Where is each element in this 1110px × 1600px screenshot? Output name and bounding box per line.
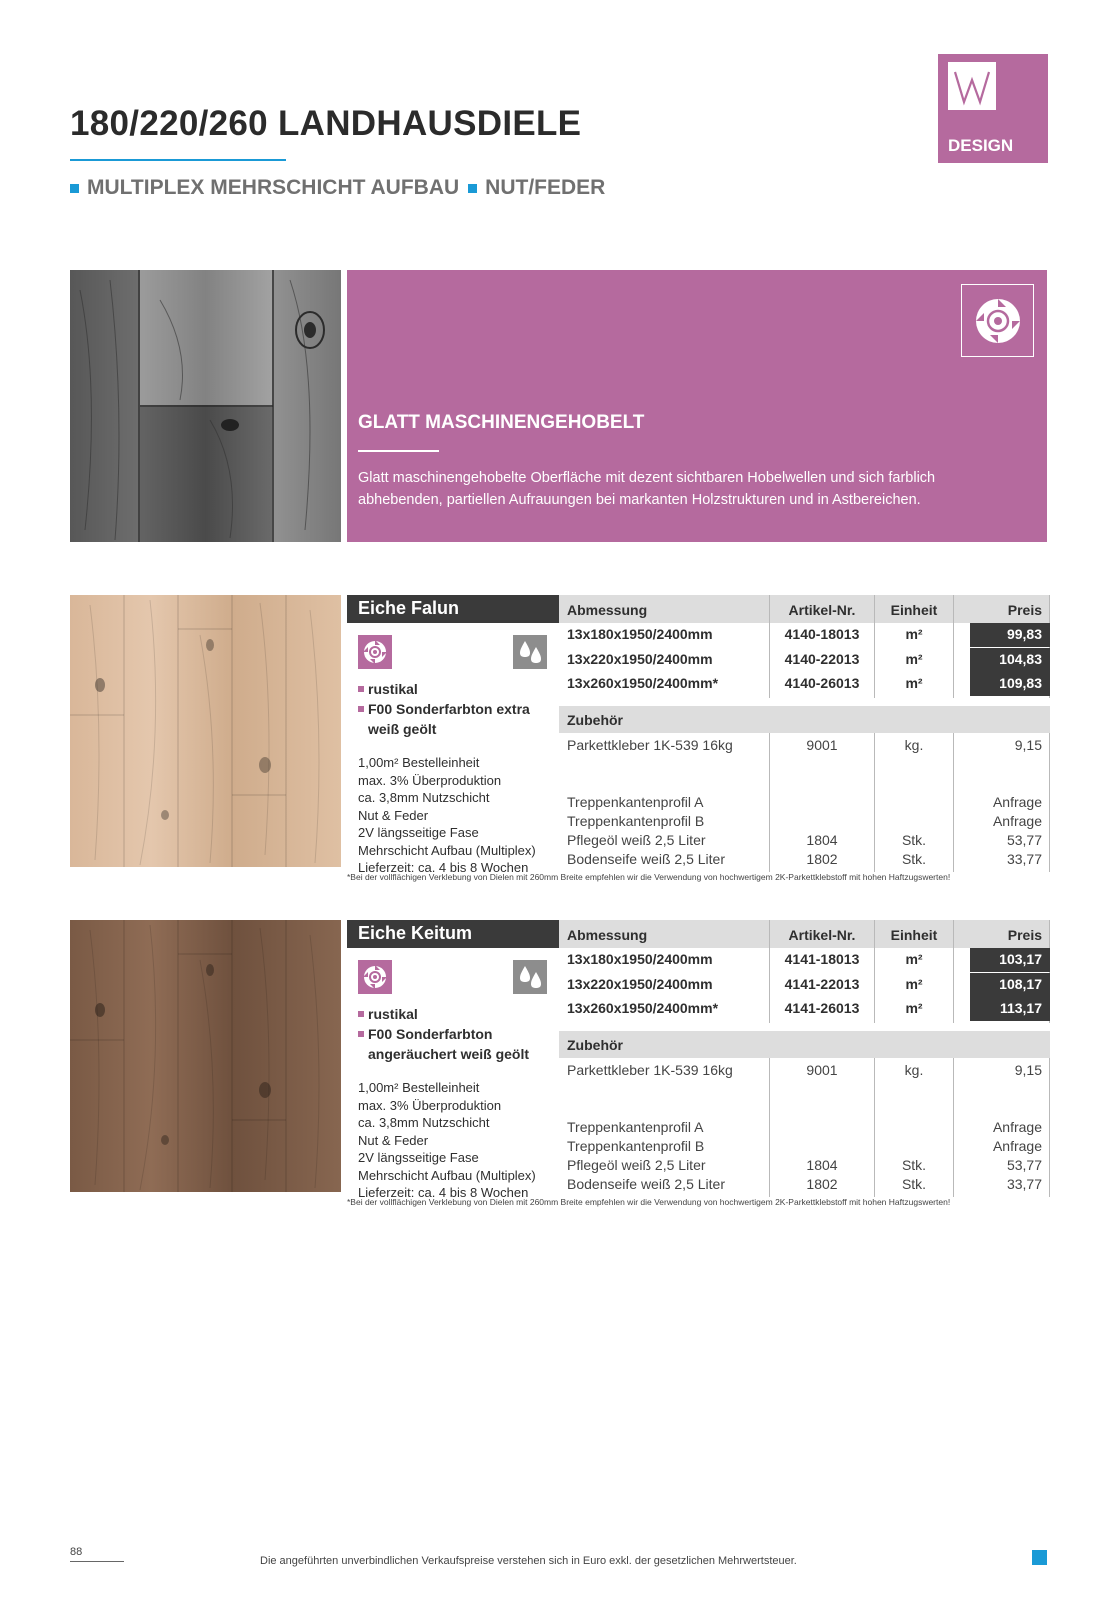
bullet-square-icon: [358, 1031, 364, 1037]
spec-line: max. 3% Überproduktion: [358, 772, 502, 788]
column-divider: [953, 595, 954, 698]
accessory-price: 53,77: [1006, 1157, 1042, 1173]
row-price: 109,83: [970, 672, 1050, 696]
color-label: F00 Sonderfarbton extra: [368, 701, 530, 717]
accessory-price: Anfrage: [992, 1119, 1042, 1135]
row-unit: m²: [905, 651, 923, 667]
accessory-article: 1802: [806, 1176, 838, 1192]
col-header-article: Artikel-Nr.: [770, 920, 874, 948]
spec-line: Mehrschicht Aufbau (Multiplex): [358, 842, 536, 858]
grey-wood-image: [70, 270, 341, 542]
accessory-price: 33,77: [1006, 1176, 1042, 1192]
wood-sample-image: [70, 595, 341, 867]
product-eiche-keitum: [70, 920, 1050, 1220]
adhesive-footnote: *Bei der vollflächigen Verklebung von Dielen mit 260mm Breite empfehlen wir die Verwendung von hochwertigem 2K-Parkettklebstoff mit hohen Haftzugswerten!: [347, 1197, 951, 1207]
row-dimension: 13x180x1950/2400mm: [567, 951, 713, 967]
surface-info-panel: [347, 270, 1047, 542]
col-header-unit: Einheit: [875, 595, 953, 623]
spec-line: max. 3% Überproduktion: [358, 1097, 502, 1113]
price-note: Die angeführten unverbindlichen Verkaufspreise verstehen sich in Euro exkl. der gesetzlichen Mehrwertsteuer.: [260, 1555, 797, 1567]
spec-line: 2V längsseitige Fase: [358, 1150, 479, 1165]
row-price: 99,83: [970, 623, 1050, 647]
accessory-price: Anfrage: [992, 794, 1042, 810]
bullet-square-icon: [358, 706, 364, 712]
page-title: 180/220/260 LANDHAUSDIELE: [70, 104, 582, 143]
planer-blade-icon: [358, 635, 392, 669]
spec-list: [358, 754, 536, 877]
spec-line: ca. 3,8mm Nutzschicht: [358, 1115, 490, 1130]
accessory-name: Pflegeöl weiß 2,5 Liter: [567, 832, 706, 848]
feature-bullet: [358, 1024, 529, 1064]
accessory-article: 1804: [806, 1157, 838, 1173]
accessory-name: Treppenkantenprofil B: [567, 1138, 705, 1154]
col-header-price: Preis: [954, 920, 1050, 948]
row-article: 4140-26013: [784, 675, 860, 691]
accessories-header: [559, 1031, 1050, 1058]
spec-line: Lieferzeit: ca. 4 bis 8 Wochen: [358, 860, 529, 875]
surface-title-underline: [358, 450, 439, 452]
accessory-name: Pflegeöl weiß 2,5 Liter: [567, 1157, 706, 1173]
color-label-cont: weiß geölt: [368, 721, 437, 737]
row-price: 103,17: [970, 948, 1050, 972]
spec-line: 1,00m² Bestelleinheit: [358, 755, 480, 770]
row-dimension: 13x180x1950/2400mm: [567, 626, 713, 642]
accessory-article: 1804: [806, 832, 838, 848]
accessory-unit: kg.: [904, 1062, 924, 1078]
grade-label: rustikal: [368, 681, 418, 697]
page-number-rule: [70, 1561, 124, 1562]
row-unit: m²: [905, 675, 923, 691]
bullet-square-icon: [358, 1011, 364, 1017]
accessory-price: Anfrage: [992, 1138, 1042, 1154]
subtitle-construction: MULTIPLEX MEHRSCHICHT AUFBAU: [87, 176, 460, 199]
product-name: Eiche Falun: [347, 595, 559, 623]
planer-blade-icon: [358, 960, 392, 994]
accessory-name: Treppenkantenprofil A: [567, 1119, 704, 1135]
accessory-name: Bodenseife weiß 2,5 Liter: [567, 851, 725, 867]
accessories-header: [559, 706, 1050, 733]
row-price: 113,17: [970, 997, 1050, 1021]
col-header-dimension: Abmessung: [559, 595, 769, 623]
spec-line: 1,00m² Bestelleinheit: [358, 1080, 480, 1095]
spec-list: [358, 1079, 536, 1202]
col-header-dimension: Abmessung: [559, 920, 769, 948]
accessory-price: 9,15: [1014, 737, 1042, 753]
spec-line: 2V längsseitige Fase: [358, 825, 479, 840]
planer-blade-icon: [961, 284, 1034, 357]
spec-line: ca. 3,8mm Nutzschicht: [358, 790, 490, 805]
design-logo: [938, 54, 1048, 163]
row-unit: m²: [905, 626, 923, 642]
row-price: 104,83: [970, 648, 1050, 672]
design-label: DESIGN: [948, 136, 1014, 155]
feature-bullet: [358, 699, 530, 739]
bullet-square-icon: [358, 686, 364, 692]
spec-line: Lieferzeit: ca. 4 bis 8 Wochen: [358, 1185, 529, 1200]
row-dimension: 13x260x1950/2400mm*: [567, 1000, 719, 1016]
adhesive-footnote: *Bei der vollflächigen Verklebung von Dielen mit 260mm Breite empfehlen wir die Verwendung von hochwertigem 2K-Parkettklebstoff mit hohen Haftzugswerten!: [347, 872, 951, 882]
page-number: 88: [70, 1546, 83, 1558]
column-divider: [953, 920, 954, 1023]
w-logo-icon: [948, 62, 996, 110]
product-eiche-falun: [70, 595, 1050, 895]
accessory-unit: Stk.: [901, 832, 927, 848]
color-label-cont: angeräuchert weiß geölt: [368, 1046, 530, 1062]
accessory-name: Parkettkleber 1K-539 16kg: [567, 737, 733, 753]
bullet-square-icon: [468, 184, 477, 193]
row-article: 4141-18013: [784, 951, 860, 967]
row-article: 4140-18013: [784, 626, 860, 642]
oil-drops-icon: [513, 635, 547, 669]
accessory-price: 53,77: [1006, 832, 1042, 848]
footer-square-icon: [1032, 1550, 1047, 1565]
accessory-name: Bodenseife weiß 2,5 Liter: [567, 1176, 725, 1192]
accessories-label: Zubehör: [567, 1037, 623, 1053]
col-header-price: Preis: [954, 595, 1050, 623]
col-header-unit: Einheit: [875, 920, 953, 948]
accessory-price: 33,77: [1006, 851, 1042, 867]
row-unit: m²: [905, 976, 923, 992]
surface-title: GLATT MASCHINENGEHOBELT: [358, 412, 645, 433]
accessory-price: Anfrage: [992, 813, 1042, 829]
title-underline: [70, 159, 286, 161]
accessory-unit: kg.: [904, 737, 924, 753]
accessory-price: 9,15: [1014, 1062, 1042, 1078]
row-article: 4141-26013: [784, 1000, 860, 1016]
spec-line: Nut & Feder: [358, 1132, 429, 1148]
spec-line: Mehrschicht Aufbau (Multiplex): [358, 1167, 536, 1183]
product-name: Eiche Keitum: [347, 920, 559, 948]
col-header-article: Artikel-Nr.: [770, 595, 874, 623]
accessory-article: 9001: [806, 737, 838, 753]
row-dimension: 13x220x1950/2400mm: [567, 976, 713, 992]
row-dimension: 13x260x1950/2400mm*: [567, 675, 719, 691]
grade-label: rustikal: [368, 1006, 418, 1022]
row-unit: m²: [905, 1000, 923, 1016]
accessory-name: Treppenkantenprofil B: [567, 813, 705, 829]
row-article: 4141-22013: [784, 976, 860, 992]
accessory-unit: Stk.: [901, 1157, 927, 1173]
spec-line: Nut & Feder: [358, 807, 429, 823]
oil-drops-icon: [513, 960, 547, 994]
surface-description: Glatt maschinengehobelte Oberfläche mit dezent sichtbaren Hobelwellen und sich farblich abhebenden, partiellen Aufrauungen bei markanten Holzstrukturen und in Astbereichen.: [358, 470, 936, 508]
row-dimension: 13x220x1950/2400mm: [567, 651, 713, 667]
accessory-article: 1802: [806, 851, 838, 867]
accessory-unit: Stk.: [901, 1176, 927, 1192]
feature-bullet: [358, 679, 418, 699]
row-article: 4140-22013: [784, 651, 860, 667]
wood-sample-image: [70, 920, 341, 1192]
accessories-label: Zubehör: [567, 712, 623, 728]
bullet-square-icon: [70, 184, 79, 193]
accessory-name: Parkettkleber 1K-539 16kg: [567, 1062, 733, 1078]
accessory-article: 9001: [806, 1062, 838, 1078]
accessory-name: Treppenkantenprofil A: [567, 794, 704, 810]
subtitle: [70, 176, 605, 200]
accessory-unit: Stk.: [901, 851, 927, 867]
subtitle-joint: NUT/FEDER: [485, 176, 606, 199]
color-label: F00 Sonderfarbton: [368, 1026, 493, 1042]
row-price: 108,17: [970, 973, 1050, 997]
feature-bullet: [358, 1004, 418, 1024]
row-unit: m²: [905, 951, 923, 967]
